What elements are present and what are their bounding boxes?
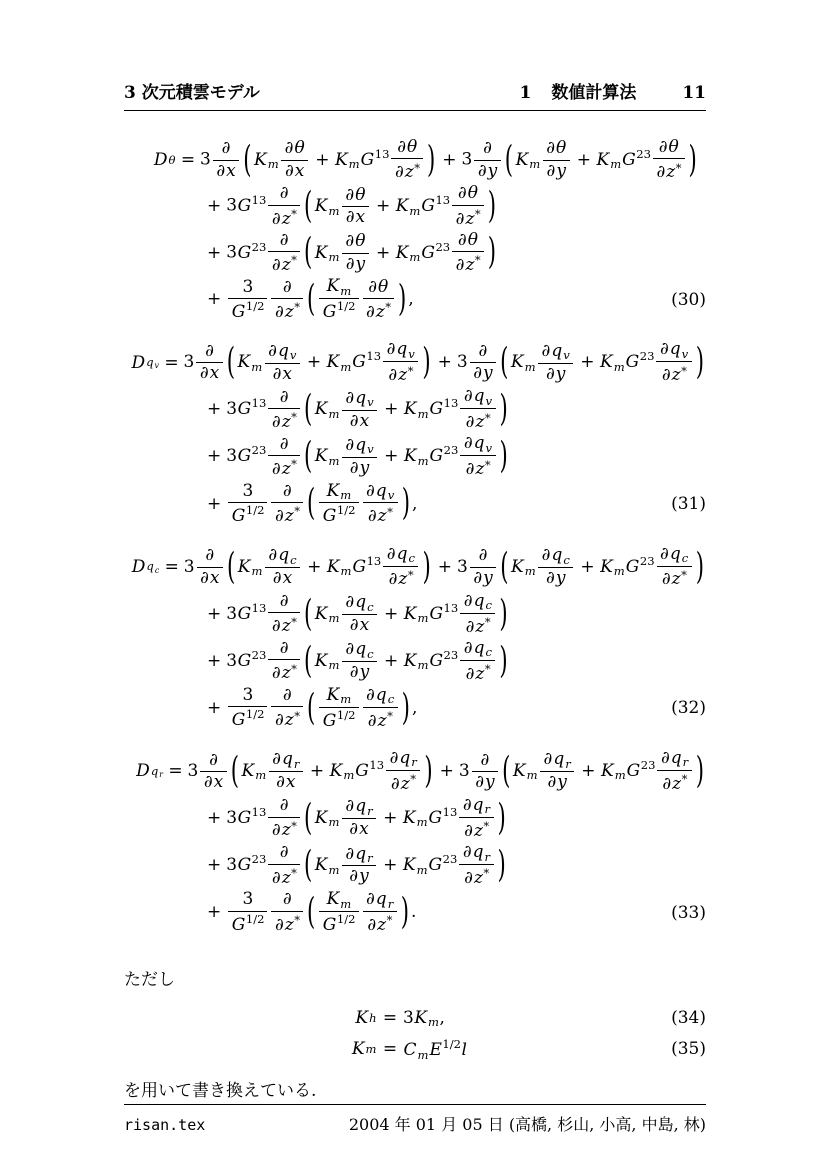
equals-sign: = (168, 761, 183, 782)
equation-d-theta (124, 137, 706, 323)
equation-kh (124, 1003, 706, 1034)
equation-group (124, 137, 706, 952)
equation-lhs: D $q_v$ (131, 352, 159, 373)
section-title: 数値計算法 (551, 83, 637, 103)
equation-line (124, 183, 706, 229)
equation-line (124, 591, 706, 638)
body-text-closing: を用いて書き換えている. (124, 1080, 317, 1101)
equation-rhs: + $\frac{3}{G^{1/2}}$ $\frac{\partial}{\partial z^*}$ ( $\frac{K_m}{G^{1/2}}$ $\frac{\partial\theta}{\partial z^*}$ ) , (207, 276, 414, 323)
equation-line (124, 685, 706, 732)
equation-lhs: D $q_c$ (131, 557, 160, 578)
equation-line (124, 842, 706, 889)
footer-date-authors: 2004 年 01 月 05 日 (高橋, 杉山, 小高, 中島, 林) (348, 1114, 706, 1134)
equation-line (124, 386, 706, 433)
equation-line (124, 638, 706, 685)
body-text-tadashi: ただし (124, 970, 175, 991)
page-footer (124, 1104, 706, 1135)
equation-line (124, 230, 706, 276)
page-header (124, 82, 706, 111)
equation-d-qv (124, 339, 706, 527)
equation-number: (30) (671, 289, 706, 310)
equation-number: (31) (671, 494, 706, 515)
equation-line (124, 748, 706, 795)
equals-sign: = (164, 557, 179, 578)
equation-line (124, 276, 706, 323)
equation-d-qr (124, 748, 706, 936)
equation-lhs: K m (351, 1039, 377, 1060)
equation-km (124, 1034, 706, 1065)
equation-number: (34) (671, 1008, 706, 1029)
page-number: 11 (682, 83, 706, 103)
equation-rhs: + $3G^{23}$ $\frac{\partial}{\partial z^*}$ ( $K_m$ $\frac{\partial q_c}{\partial y}$ + $K_mG^{23}$ $\frac{\partial q_c}{\partial z^*}$ ) (207, 637, 508, 684)
footer-filename: risan.tex (124, 1115, 206, 1134)
equation-lhs: K h (355, 1008, 377, 1029)
equation-line (124, 544, 706, 591)
equation-line (124, 889, 706, 936)
equation-rhs: $C_mE^{1/2}l$ (403, 1037, 467, 1062)
equals-sign: = (382, 1039, 398, 1060)
equation-rhs: + $\frac{3}{G^{1/2}}$ $\frac{\partial}{\partial z^*}$ ( $\frac{K_m}{G^{1/2}}$ $\frac{\partial q_v}{\partial z^*}$ ) , (207, 480, 418, 527)
equation-rhs: + $3G^{23}$ $\frac{\partial}{\partial z^*}$ ( $K_m$ $\frac{\partial q_v}{\partial y}$ + $K_mG^{23}$ $\frac{\partial q_v}{\partial z^*}$ ) (207, 433, 508, 480)
section-number: 1 (519, 83, 532, 103)
equation-number: (35) (671, 1039, 706, 1060)
equation-line (124, 339, 706, 386)
equation-rhs: 3 $\frac{\partial}{\partial x}$ ( $K_m$ $\frac{\partial q_c}{\partial x}$ + $K_mG^{13}$ $\frac{\partial q_c}{\partial z^*}$ ) + 3 $\frac{\partial}{\partial y}$ ( $K_m$ $\frac{\partial q_c}{\partial y}$ + $K_mG^{23}$ $\frac{\partial q_c}{\partial z^*}$ ) (183, 543, 704, 590)
running-head-right (519, 82, 706, 105)
equals-sign: = (382, 1008, 398, 1029)
equation-lhs: D θ (153, 150, 176, 171)
equation-d-qc (124, 544, 706, 732)
equation-rhs: 3 $\frac{\partial}{\partial x}$ ( $K_m$ $\frac{\partial q_r}{\partial x}$ + $K_mG^{13}$ $\frac{\partial q_r}{\partial z^*}$ ) + 3 $\frac{\partial}{\partial y}$ ( $K_m$ $\frac{\partial q_r}{\partial y}$ + $K_mG^{23}$ $\frac{\partial q_r}{\partial z^*}$ ) (187, 747, 704, 794)
equation-rhs: + $\frac{3}{G^{1/2}}$ $\frac{\partial}{\partial z^*}$ ( $\frac{K_m}{G^{1/2}}$ $\frac{\partial q_r}{\partial z^*}$ ) . (207, 889, 417, 935)
equation-number: (32) (671, 698, 706, 719)
equation-rhs: + $3G^{13}$ $\frac{\partial}{\partial z^*}$ ( $K_m$ $\frac{\partial q_c}{\partial x}$ + $K_mG^{13}$ $\frac{\partial q_c}{\partial z^*}$ ) (207, 590, 508, 637)
equals-sign: = (164, 352, 179, 373)
equation-rhs: $3K_m$, (403, 1007, 445, 1030)
running-head-left: 3 次元積雲モデル (124, 83, 260, 103)
equals-sign: = (180, 150, 196, 171)
equation-rhs: + $\frac{3}{G^{1/2}}$ $\frac{\partial}{\partial z^*}$ ( $\frac{K_m}{G^{1/2}}$ $\frac{\partial q_c}{\partial z^*}$ ) , (207, 684, 418, 731)
equation-rhs: 3 $\frac{\partial}{\partial x}$ ( $K_m$ $\frac{\partial q_v}{\partial x}$ + $K_mG^{13}$ $\frac{\partial q_v}{\partial z^*}$ ) + 3 $\frac{\partial}{\partial y}$ ( $K_m$ $\frac{\partial q_v}{\partial y}$ + $K_mG^{23}$ $\frac{\partial q_v}{\partial z^*}$ ) (183, 339, 704, 386)
equation-line (124, 433, 706, 480)
equation-line (124, 137, 706, 183)
equation-rhs: + $3G^{13}$ $\frac{\partial}{\partial z^*}$ ( $K_m$ $\frac{\partial q_v}{\partial x}$ + $K_mG^{13}$ $\frac{\partial q_v}{\partial z^*}$ ) (207, 386, 508, 433)
equation-rhs: + $3G^{23}$ $\frac{\partial}{\partial z^*}$ ( $K_m$ $\frac{\partial\theta}{\partial y}$ + $K_mG^{23}$ $\frac{\partial\theta}{\partial z^*}$ ) (207, 229, 496, 275)
equation-rhs: + $3G^{13}$ $\frac{\partial}{\partial z^*}$ ( $K_m$ $\frac{\partial q_r}{\partial x}$ + $K_mG^{13}$ $\frac{\partial q_r}{\partial z^*}$ ) (207, 794, 506, 841)
equation-lhs: D $q_r$ (136, 761, 163, 782)
equation-rhs: 3 $\frac{\partial}{\partial x}$ ( $K_m$ $\frac{\partial\theta}{\partial x}$ + $K_mG^{13}$ $\frac{\partial\theta}{\partial z^*}$ ) + 3 $\frac{\partial}{\partial y}$ ( $K_m$ $\frac{\partial\theta}{\partial y}$ + $K_mG^{23}$ $\frac{\partial\theta}{\partial z^*}$ ) (200, 136, 697, 183)
equation-rhs: + $3G^{13}$ $\frac{\partial}{\partial z^*}$ ( $K_m$ $\frac{\partial\theta}{\partial x}$ + $K_mG^{13}$ $\frac{\partial\theta}{\partial z^*}$ ) (207, 183, 496, 229)
equation-line (124, 795, 706, 842)
equation-group-kh-km (124, 1003, 706, 1065)
equation-rhs: + $3G^{23}$ $\frac{\partial}{\partial z^*}$ ( $K_m$ $\frac{\partial q_r}{\partial y}$ + $K_mG^{23}$ $\frac{\partial q_r}{\partial z^*}$ ) (207, 842, 506, 888)
equation-line (124, 481, 706, 528)
equation-number: (33) (671, 902, 706, 923)
